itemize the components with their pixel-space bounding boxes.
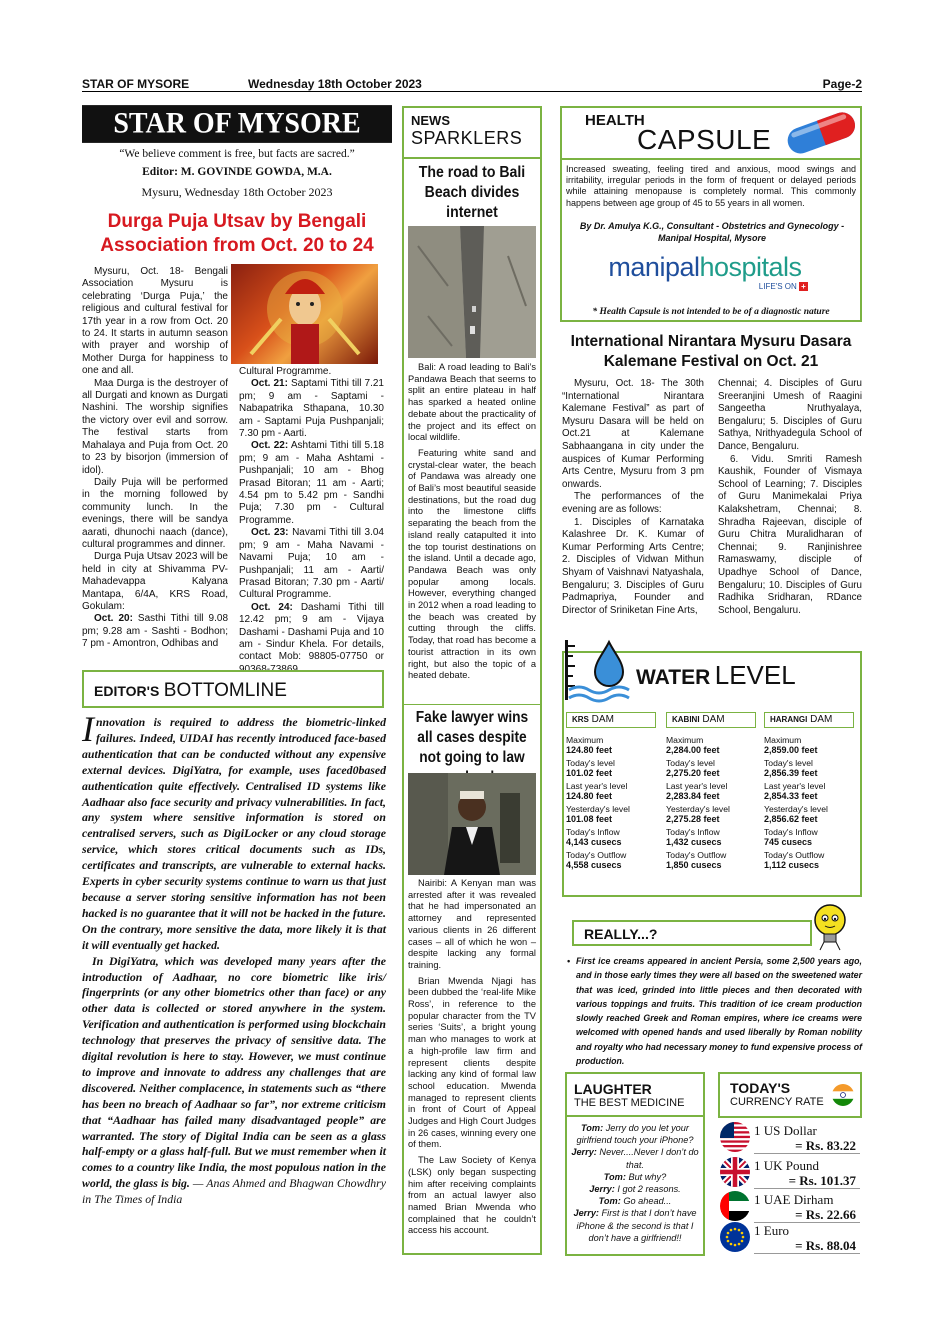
joke-line: Jerry: I got 2 reasons. bbox=[589, 1184, 681, 1195]
editor-bottomline-header: EDITOR'S BOTTOMLINE bbox=[82, 670, 384, 708]
currency-row bbox=[720, 1222, 860, 1255]
dam-readings: Maximum 2,859.00 feet Today's level 2,856.39 feet Last year's level 2,854.33 feet Yesterday's level 2,856.62 feet Today's Inflow 745 cusecs Today's Outflow 1,112 cusecs bbox=[764, 735, 828, 870]
currency-unit: 1 US Dollar bbox=[754, 1123, 817, 1138]
health-byline: By Dr. Amulya K.G., Consultant - Obstetrics and Gynecology - Manipal Hospital, Mysore bbox=[579, 221, 845, 243]
dam-header: KRS DAM bbox=[566, 712, 656, 728]
paper-name: STAR OF MYSORE bbox=[82, 77, 190, 91]
dam-header: HARANGI DAM bbox=[764, 712, 854, 728]
page-header bbox=[82, 76, 862, 92]
really-header: REALLY...? bbox=[572, 920, 812, 946]
joke-line: Tom: Go ahead... bbox=[598, 1196, 672, 1207]
joke-line: Jerry: Never....Never I don’t do that. bbox=[571, 1147, 699, 1170]
durga-col-2: Cultural Programme. Oct. 21: Saptami Tithi till 7.21 pm; 9 am - Saptami - Nabapatrika Sthapana, 10.30 am - Saptami Puja Pushpanjali; 7.30 pm - Aarti. Oct. 22: Ashtami Tithi till 5.18 pm; 9 am - Maha Ashtami - Pushpanjali; 10 am - Bhog Prasad Bitoran; 11 am - Aarti; 4.54 pm to 5.42 pm - Sandhi Puja; 7.30 pm - Cultural Programme. Oct. 23: Navami Tithi till 3.04 pm; 9 am - Maha Navami - Navami Puja; 10 am - Pushpanjali; 11 am - Aarti/ Prasad Bitoran; 7.30 pm - Aarti/ Cultural Programme. Oct. 24: Dashami Tithi till 12.42 pm; 9 am - Vijaya Dashami - Dashami Puja and 10 am - Sindur Khela. For details, contact Mob: 98805-07750 or 90368-73869. bbox=[239, 366, 385, 675]
currency-row bbox=[720, 1122, 860, 1155]
health-body: Increased sweating, feeling tired and anxious, mood swings and irritability, irregular periods in the form of frequent or delayed periods while attaining menopause is completely normal. This commonly happens between age group of 45 to 55 years in all women. bbox=[566, 164, 856, 208]
plus-icon: + bbox=[799, 282, 808, 291]
drop-cap: I bbox=[82, 709, 94, 749]
page-number: Page-2 bbox=[822, 77, 862, 91]
dam-readings: Maximum 2,284.00 feet Today's level 2,275.20 feet Last year's level 2,283.84 feet Yesterday's level 2,275.28 feet Today's Inflow 1,432 cusecs Today's Outflow 1,850 cusecs bbox=[666, 735, 730, 870]
eu-flag-icon bbox=[720, 1222, 750, 1252]
dasara-col-2: Chennai; 4. Disciples of Guru Sreeranjini Umesh of Raagini Sangeetha Nruthyalaya, Bengaluru; 5. Disciples of Guru Sathya, Nrithyadegula School of Dance, Bengaluru. 6. Vidu. Smriti Ramesh Kaushik, Founder of Vismaya School of Learning; 7. Disciples of Guru Manimekalai Priya Kalakshetram, Chennai; 8. Shradha Rajeevan, disciple of Guru Chitra Muralidharan of Chennai; 9. Ranjinishree Ramaswamy, disciple of Upadhye School of Dance, Bengaluru; 10. Disciples of Guru Radhika Sridharan, RDance School, Bengaluru. bbox=[718, 378, 862, 616]
laughter-body bbox=[568, 1122, 702, 1244]
editor-line: Editor: M. GOVINDE GOWDA, M.A. bbox=[142, 166, 332, 178]
story1-title: The road to Bali Beach divides internet bbox=[418, 164, 526, 221]
water-drop-icon bbox=[565, 636, 633, 706]
dateline: Mysuru, Wednesday 18th October 2023 bbox=[141, 185, 333, 199]
health-disclaimer: * Health Capsule is not intended to be of a diagnostic nature bbox=[592, 307, 830, 317]
durga-col-1: Mysuru, Oct. 18- Bengali Association Mysuru is celebrating ‘Durga Puja,’ the religious and cultural festival for 17th year in a row from Oct. 20 to 24. It starts in autumn season with prayer and worship of Mother Durga for happiness to one and all. Maa Durga is the destroyer of all Durgati and known as Durgati Nashini. The worship signifies the victory over evil and sorrow. The festival starts from Mahalaya and Puja from Oct. 20 to 23 by bisorjon (immersion of idol). Daily Puja will be performed in the morning followed by community lunch. In the evenings, there will be sandya aarati, dhunochi naach (dance), cultural programmes and dinner. Durga Puja Utsav 2023 will be held in city at Shivamma PV-Mahadevappa Kalyana Mantapa, 6/4A, KRS Road, Gokulam: Oct. 20: Sasthi Tithi till 9.08 pm; 9.28 am - Sashti - Bodhon; 7 pm - Amontron, Odhibas and bbox=[82, 266, 228, 650]
joke-line: Tom: But why? bbox=[603, 1171, 667, 1182]
currency-value: = Rs. 22.66 bbox=[795, 1207, 856, 1222]
thinking-bulb-icon bbox=[810, 902, 850, 952]
dasara-col-1: Mysuru, Oct. 18- The 30th “International Nirantara Kalemane Festival” as part of Mysuru Dasara will be held on Oct.21 at Kalemane Sabhaangana in city under the auspices of Kumar Performing Arts Centre, Mysuru from 3 pm onwards. The performances of the evening are as follows: 1. Disciples of Karnataka Kalashree Dr. K. Kumar of Kumar Performing Arts Centre; 2. Disciples of Vidwan Mithun Shyam of Vaishnavi Natyashala, Bengaluru; 3. Disciples of Guru Padmapriya, Founder and Director of Sriniketan Fine Arts, bbox=[562, 378, 704, 616]
joke-line: Tom: Jerry do you let your girlfriend touch your iPhone? bbox=[576, 1123, 694, 1146]
currency-unit: 1 Euro bbox=[754, 1223, 790, 1238]
health-capsule-header: HEALTH CAPSULE bbox=[585, 112, 772, 155]
uae-flag-icon bbox=[720, 1191, 750, 1221]
health-divider bbox=[562, 158, 860, 160]
dam-header: KABINI DAM bbox=[666, 712, 756, 728]
joke-line: Jerry: First is that I don’t have iPhone & the second is that I don’t have a girlfriend!! bbox=[573, 1208, 697, 1243]
us-flag-icon bbox=[720, 1122, 750, 1152]
story1-body: Bali: A road leading to Bali’s Pandawa Beach that seems to split an entire plateau in half has sparked a heated online debate about the practicality of the project and its effect on local wildlife. Featuring white sand and crystal-clear water, the beach of Pandawa was already one of Bali’s most beautiful seaside destinations, but the road dug into the limestone cliffs separating the beach from the island really catapulted it into the top tourist destinations on the island. Until a decade ago, Pandawa Beach was only popular among locals. However, everything changed in 2012 when a road leading to the beach was created by cutting through the cliffs. Today, that road has become a tourist attraction in its own right, but also the topic of a heated debate. bbox=[408, 362, 536, 681]
water-level-header: WATER LEVEL bbox=[636, 660, 796, 690]
dasara-headline: International Nirantara Mysuru Dasara Kalemane Festival on Oct. 21 bbox=[570, 333, 852, 370]
sparklers-divider-2 bbox=[404, 704, 540, 705]
masthead-logo: STAR OF MYSORE bbox=[82, 105, 392, 143]
currency-value: = Rs. 83.22 bbox=[795, 1138, 856, 1153]
news-sparklers-header: NEWS SPARKLERS bbox=[411, 113, 523, 148]
sparklers-divider bbox=[404, 157, 540, 159]
durga-idol-image bbox=[231, 264, 378, 364]
laughter-header: LAUGHTER THE BEST MEDICINE bbox=[574, 1081, 685, 1109]
motto: “We believe comment is free, but facts are sacred.” bbox=[119, 148, 355, 160]
currency-value: = Rs. 101.37 bbox=[788, 1173, 856, 1188]
currency-header: TODAY'S CURRENCY RATE bbox=[730, 1080, 824, 1108]
pill-icon bbox=[780, 108, 862, 156]
manipal-logo: manipalhospitals LIFE'S ON + bbox=[600, 252, 810, 294]
uk-flag-icon bbox=[720, 1157, 750, 1187]
bali-road-image bbox=[408, 226, 536, 358]
laughter-divider bbox=[567, 1115, 703, 1117]
dam-readings: Maximum 124.80 feet Today's level 101.02 feet Last year's level 124.80 feet Yesterday's level 101.08 feet Today's Inflow 4,143 cusecs Today's Outflow 4,558 cusecs bbox=[566, 735, 630, 870]
really-body: • First ice creams appeared in ancient Persia, some 2,500 years ago, and in those early times they were all based on the sweetened water that was iced, grinded into little pieces and then decorated with various toppings and fruits. This tradition of ice cream production slowly reached Greek and Roman empires, where ice creams were welcomed with opened hands and used liberally by Roman nobility and royalty who had necessary money to fund expensive process of production. bbox=[567, 956, 862, 1067]
story2-body: Nairibi: A Kenyan man was arrested after it was revealed that he had impersonated an attorney and represented various clients in 26 different cases – all of which he won – despite lacking any formal training. Brian Mwenda Njagi has been dubbed the ‘real-life Mike Ross’, in reference to the popular character from the TV series ‘Suits’, a bright young man who manages to work at a high-profile law firm and represent clients despite lacking any kind of formal law school education. Mwenda managed to represent clients in front of Court of Appeal Judges and High Court Judges in 26 cases, winning every one of them. The Law Society of Kenya (LSK) only began suspecting him after receiving complaints from an actual lawyer also named Brian Mwenda who complained that he couldn’t access his account. bbox=[408, 878, 536, 1236]
currency-value: = Rs. 88.04 bbox=[795, 1238, 856, 1253]
currency-row bbox=[720, 1191, 860, 1224]
issue-date: Wednesday 18th October 2023 bbox=[248, 77, 422, 91]
editor-bottomline-body: Innovation is required to address the biometric-linked failures. Indeed, UIDAI has recently introduced face-based authentication that can be conducted without any expensive external devices. DigiYatra, for example, uses faced0based authentication quite effectively. Centralised ID systems like Aadhaar also face security and privacy vulnerabilities. In fact, any system where sensitive information is stored on centralised servers, such as DigiLocker or any cloud storage service, which stores critical documents such as IDs, certificates and transcripts, are vulnerable to external hacks. Experts in cyber security systems continue to warn us that just because a server storing sensitive information has not been hacked is no guarantee that it will not be hacked in the future. On the contrary, more sensitive the data, more likely it is that it will eventually get hacked. In DigiYatra, which was developed many years after the introduction of Aadhaar, no core biometric like iris/ fingerprints (or any other biometrics other than face) or any other data is collected or stored anywhere in the system. Verification and authentication is performed using blockchain technology that preserves the privacy of sensitive data. The digital revolution is here to stay. However, we must continue to improve and innovate to address any challenges that are discovered. Neither complacence, in statements such as “there has been no breach of Aadhaar so far”, nor extreme criticism that “Aadhaar has failed many disadvantaged people” are warranted. The story of Digital India can be seen as a glass half-empty or a glass half-full. But we must remember when it comes to a country like India, the most populous nation in the world, the glass is big. — Anas Ahmed and Bhagwan Chowdhry in The Times of India bbox=[82, 709, 386, 1207]
currency-unit: 1 UAE Dirham bbox=[754, 1192, 834, 1207]
story2-title: Fake lawyer wins all cases despite not going to law bbox=[415, 709, 529, 766]
lawyer-image bbox=[408, 773, 536, 875]
currency-unit: 1 UK Pound bbox=[754, 1158, 820, 1173]
india-flag-icon bbox=[832, 1084, 854, 1106]
currency-row bbox=[720, 1157, 860, 1190]
durga-headline: Durga Puja Utsav by Bengali Association from Oct. 20 to 24 bbox=[100, 211, 374, 256]
